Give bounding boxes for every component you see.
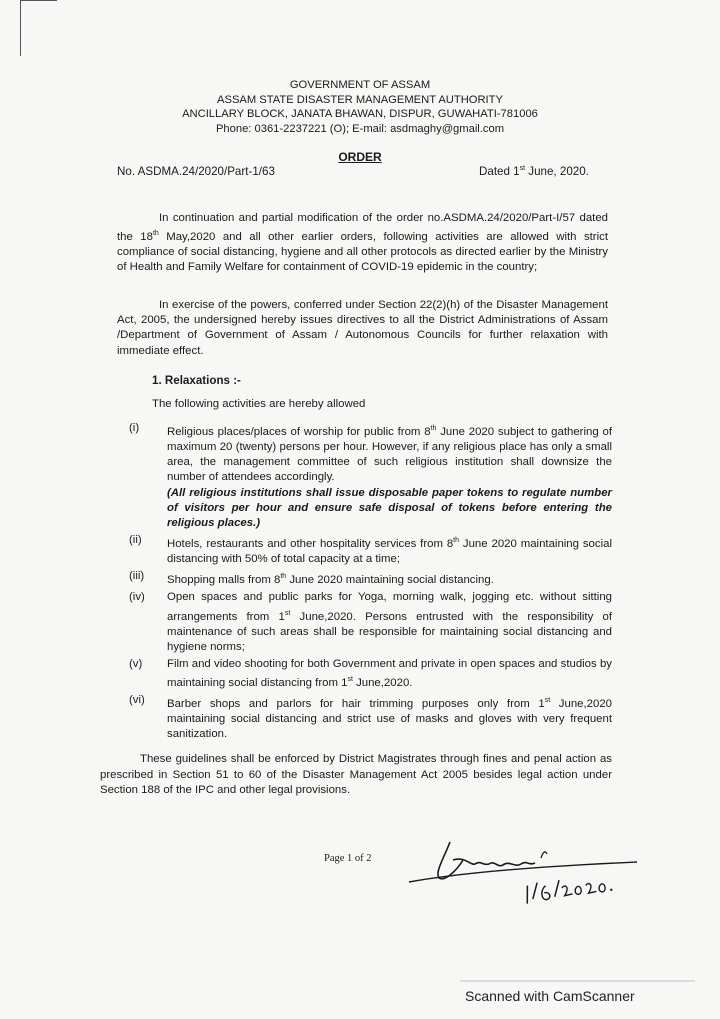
handwritten-signature <box>405 830 645 925</box>
list-item <box>117 421 612 531</box>
item-text-a: Shopping malls from 8 <box>167 574 281 587</box>
item-text-b: June 2020 subject to gathering of maximum 20 (twenty) persons per hour. However, if any religious place has only a small area, the management committee of such religious institution shall downsize the number of attendees accordingly. <box>167 425 612 484</box>
letterhead-contact: Phone: 0361-2237221 (O); E-mail: asdmaghy@gmail.com <box>215 122 505 135</box>
signature-drawing <box>405 830 645 920</box>
section-intro: The following activities are hereby allowed <box>152 398 366 410</box>
scan-corner-mark <box>20 0 57 56</box>
item-number: (vi) <box>129 694 145 707</box>
p1-sup: th <box>152 230 159 238</box>
paragraph-powers: In exercise of the powers, conferred under Section 22(2)(h) of the Disaster Management Act, 2005, the undersigned hereby issues directives to all the District Administrations of Assam /Department of Government of Assam / Autonomous Councils for further relaxation with immediate effect. <box>117 299 608 357</box>
list-item <box>117 569 612 588</box>
paragraph-continuation <box>117 211 608 276</box>
letterhead <box>0 78 720 136</box>
item-number: (iii) <box>129 570 145 583</box>
order-title: ORDER <box>338 150 382 164</box>
order-date-prefix: Dated 1 <box>479 165 520 178</box>
item-text-b: June 2020 maintaining social distancing. <box>286 574 494 587</box>
item-note: (All religious institutions shall issue disposable paper tokens to regulate number of visitors per hour and ensure safe disposal of tokens before entering the religious places.) <box>167 486 612 530</box>
item-text-b: June,2020. Persons entrusted with the responsibility of maintenance of such areas shall be responsible for maintaining social distancing and hygiene norms; <box>167 610 612 653</box>
closing-paragraph: These guidelines shall be enforced by District Magistrates through fines and penal action as prescribed in Section 51 to 60 of the Disaster Management Act 2005 besides legal action under Section 188 of the IPC and other legal provisions. <box>100 753 612 796</box>
item-text-a: Film and video shooting for both Government and private in open spaces and studios by maintaining social distancing from 1 <box>167 658 612 690</box>
p1-text-a: In continuation and partial modification of the order no.ASDMA.24/2020/Part-I/57 dated the 18 <box>117 212 608 243</box>
item-number: (v) <box>129 658 143 671</box>
item-number: (i) <box>129 422 140 434</box>
order-date <box>479 165 589 178</box>
item-number: (ii) <box>129 534 142 547</box>
p1-text-b: May,2020 and all other earlier orders, following activities are allowed with strict compliance of social distancing, hygiene and all other protocols as directed earlier by the Ministry of Health and Family Welfare for containment of COVID-19 epidemic in the country; <box>117 231 608 274</box>
item-sup: th <box>430 425 437 432</box>
item-text-b: June 2020 maintaining social distancing with 50% of total capacity at a time; <box>167 538 612 566</box>
item-sup: th <box>280 573 287 581</box>
scanner-watermark: Scanned with CamScanner <box>465 988 635 1004</box>
list-item <box>117 693 612 742</box>
order-date-suffix: June, 2020. <box>525 165 589 178</box>
item-number: (iv) <box>129 591 145 604</box>
page-number: Page 1 of 2 <box>324 853 372 864</box>
list-item <box>117 590 612 655</box>
letterhead-address: ANCILLARY BLOCK, JANATA BHAWAN, DISPUR, GUWAHATI-781006 <box>182 108 538 121</box>
list-item <box>117 657 612 691</box>
list-item <box>117 533 612 567</box>
item-text-a: Hotels, restaurants and other hospitality services from 8 <box>167 538 454 551</box>
order-date-sup: st <box>519 165 526 173</box>
order-number: No. ASDMA.24/2020/Part-1/63 <box>117 165 275 178</box>
letterhead-authority: ASSAM STATE DISASTER MANAGEMENT AUTHORITY <box>217 93 503 106</box>
letterhead-government: GOVERNMENT OF ASSAM <box>289 79 431 91</box>
item-sup: th <box>453 537 460 545</box>
item-text-b: June,2020. <box>352 677 413 690</box>
item-text-a: Religious places/places of worship for public from 8 <box>167 425 431 438</box>
item-sup: st <box>544 697 551 705</box>
item-text-a: Open spaces and public parks for Yoga, morning walk, jogging etc. without sitting arrangements from 1 <box>167 591 612 623</box>
relaxation-list <box>117 421 612 745</box>
footer-divider <box>460 980 695 982</box>
item-sup: st <box>347 676 353 684</box>
section-heading-relaxations: 1. Relaxations :- <box>152 374 241 387</box>
item-text-b: June,2020 maintaining social distancing and strict use of masks and gloves with very frequent sanitization. <box>167 698 612 741</box>
item-sup: st <box>284 609 291 617</box>
item-text-a: Barber shops and parlors for hair trimming purposes only from 1 <box>167 698 545 711</box>
